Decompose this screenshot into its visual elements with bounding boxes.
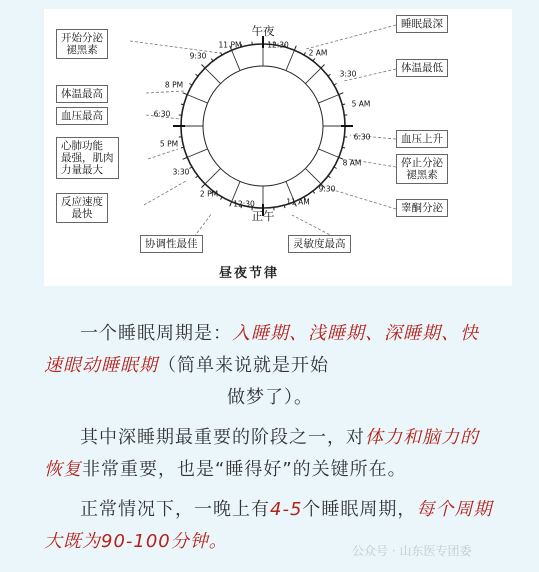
hour-label: 3:30 [172, 167, 190, 177]
hour-label: 5 AM [351, 99, 371, 109]
tick-mark [321, 64, 325, 68]
tick-mark [294, 46, 296, 51]
tick-mark [334, 84, 337, 86]
sector-line [286, 50, 294, 70]
sector-line [318, 95, 338, 103]
tick-mark [230, 202, 232, 207]
inner-ring [203, 66, 323, 186]
tick-mark [201, 184, 205, 188]
hour-label: 11 AM [286, 197, 310, 207]
paragraph-cycles: 正常情况下，一晚上有4-5个睡眠周期，每个周期大既为90-100分钟。 [44, 499, 493, 552]
sector-line [305, 168, 321, 184]
hour-label: 8 AM [342, 158, 362, 168]
tick-mark [304, 52, 306, 55]
tick-mark [211, 59, 213, 61]
leader-line [144, 181, 186, 205]
tick-mark [196, 176, 198, 178]
tick-mark [189, 84, 192, 86]
label-reaction-fastest: 反应速度 最快 [56, 193, 108, 223]
label-melatonin-stop: 停止分泌 褪黑素 [396, 154, 448, 184]
hour-label: 9:30 [189, 51, 207, 61]
leader-line [194, 213, 212, 237]
hour-label: 12:30 [233, 199, 255, 209]
tick-mark [196, 74, 198, 76]
label-coordination-best: 协调性最佳 [140, 235, 203, 253]
sector-line [305, 68, 321, 84]
tick-mark [221, 197, 223, 200]
label-bp-highest: 血压最高 [56, 107, 108, 125]
midnight-label: 午夜 [251, 24, 275, 38]
label-temp-highest: 体温最高 [56, 85, 108, 103]
circadian-rhythm-diagram [44, 9, 512, 286]
diagram-caption: 昼夜节律 [219, 266, 280, 281]
tick-mark [328, 74, 330, 76]
sector-line [187, 149, 207, 157]
hour-label: 6:30 [153, 109, 171, 119]
leader-line [146, 91, 184, 93]
hour-label: 9:30 [318, 184, 336, 194]
tick-mark [313, 191, 315, 193]
hour-label: 2 PM [199, 189, 219, 199]
hour-label: 2 AM [308, 48, 328, 58]
tick-mark [221, 52, 223, 55]
hour-label: 12:30 [267, 40, 289, 50]
sector-line [232, 50, 240, 70]
tick-mark [339, 93, 344, 95]
label-testosterone: 睾酮分泌 [396, 199, 448, 217]
label-sensitivity-highest: 灵敏度最高 [288, 235, 351, 253]
leader-line [148, 149, 178, 159]
article-body [44, 318, 496, 566]
tick-mark [334, 167, 337, 169]
tick-mark [189, 167, 192, 169]
noon-label: 正午 [251, 209, 275, 223]
hour-label: 6:30 [353, 132, 371, 142]
paragraph-deep-sleep: 其中深睡期最重要的阶段之一，对体力和脑力的恢复非常重要，也是“睡得好”的关键所在。 [44, 427, 479, 480]
label-bp-rise: 血压上升 [396, 130, 448, 148]
leader-line [306, 25, 396, 49]
label-melatonin-start: 开始分泌 褪黑素 [56, 29, 108, 59]
label-deepest-sleep: 睡眠最深 [396, 15, 448, 33]
sector-line [318, 149, 338, 157]
hour-label: 11 PM [218, 40, 242, 50]
sector-line [187, 95, 207, 103]
hour-label: 8 PM [164, 80, 184, 90]
watermark: 公众号 · 山东医专团委 [352, 544, 472, 558]
label-temp-lowest: 体温最低 [396, 59, 448, 77]
sector-line [205, 68, 221, 84]
hour-label: 5 PM [159, 139, 179, 149]
hour-label: 3:30 [339, 69, 357, 79]
tick-mark [328, 176, 330, 178]
label-cardio-strongest: 心肺功能 最强，肌肉 力量最大 [56, 137, 119, 179]
tick-mark [201, 64, 205, 68]
leader-line [292, 215, 334, 237]
tick-mark [313, 59, 315, 61]
tick-mark [183, 157, 188, 159]
paragraph-sleep-cycle: 一个睡眠周期是：入睡期、浅睡期、深睡期、快速眼动睡眠期（简单来说就是开始 做梦了）。 [44, 323, 479, 408]
tick-mark [183, 93, 188, 95]
sector-line [205, 168, 221, 184]
leader-line [330, 189, 396, 209]
